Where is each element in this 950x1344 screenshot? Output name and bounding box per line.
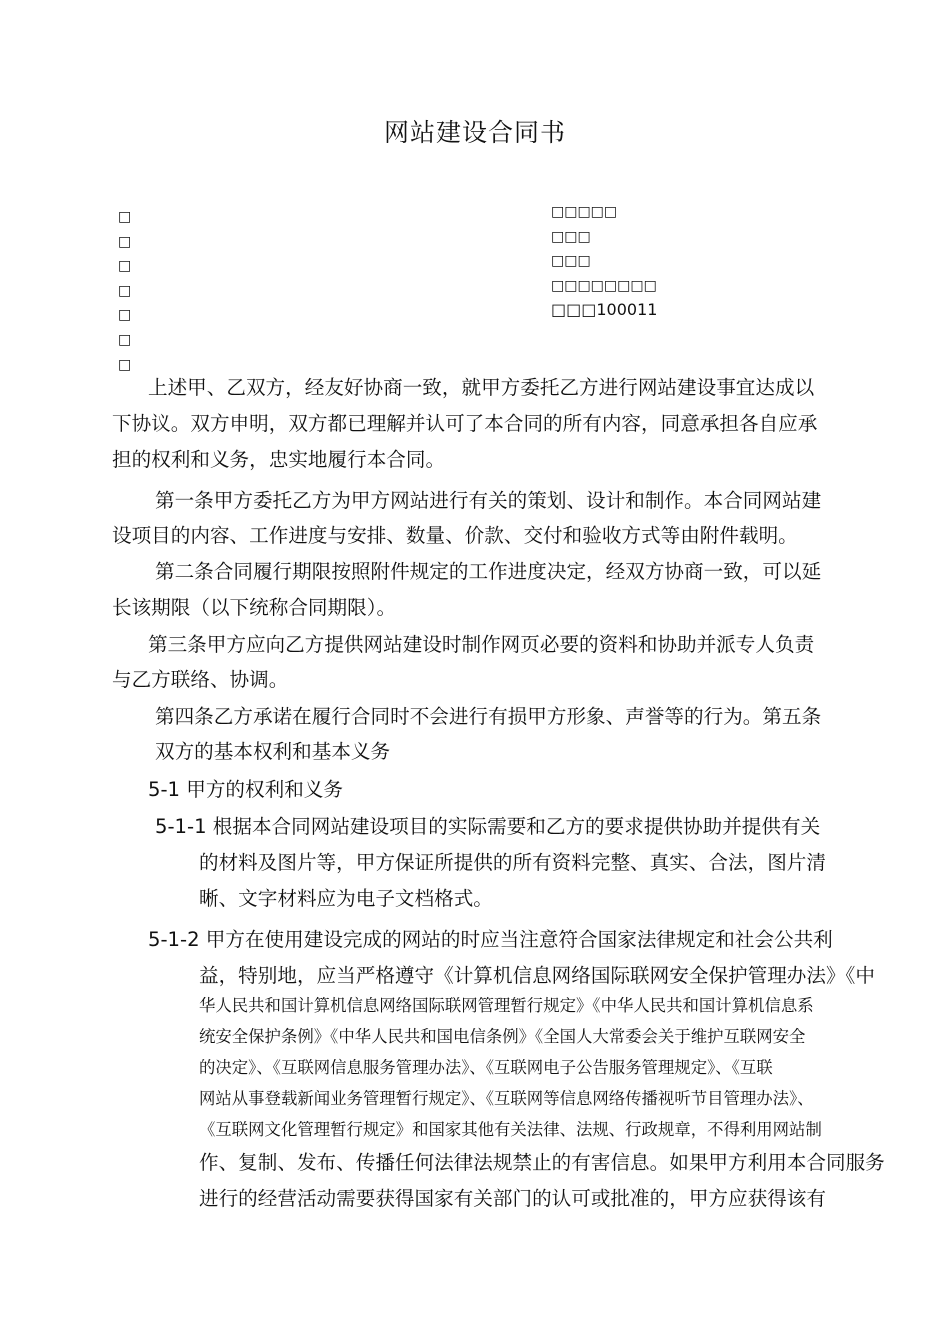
preamble-line: 下协议。双方申明，双方都已理解并认可了本合同的所有内容，同意承担各自应承: [112, 412, 818, 435]
clause-5-1-2-line: 网站从事登载新闻业务管理暂行规定》、《互联网等信息网络传播视听节目管理办法》、: [199, 1089, 814, 1108]
clause-5-1-2-line: 《互联网文化管理暂行规定》和国家其他有关法律、法规、行政规章，不得利用网站制: [199, 1120, 822, 1139]
party-b-line: □□□□□: [551, 204, 618, 220]
party-b-line: □□□: [551, 228, 591, 245]
clause-5-1-2-line: 进行的经营活动需要获得国家有关部门的认可或批准的，甲方应获得该有: [199, 1187, 826, 1210]
section-5-1-heading: 5-1 甲方的权利和义务: [148, 778, 343, 801]
clause-5-1-2-line: 5-1-2 甲方在使用建设完成的网站的时应当注意符合国家法律规定和社会公共利: [148, 928, 833, 951]
party-b-line: □□□: [551, 253, 591, 269]
article-2-line: 长该期限（以下统称合同期限）。: [112, 596, 397, 619]
party-a-block: [118, 205, 131, 377]
clause-5-1-1-line: 5-1-1 根据本合同网站建设项目的实际需要和乙方的要求提供协助并提供有关: [155, 815, 821, 838]
article-2-line: 第二条合同履行期限按照附件规定的工作进度决定，经双方协商一致，可以延: [155, 560, 822, 583]
clause-5-1-2-line: 华人民共和国计算机信息网络国际联网管理暂行规定》《中华人民共和国计算机信息系: [199, 996, 814, 1015]
article-3-line: 与乙方联络、协调。: [112, 668, 289, 691]
placeholder-box: □: [118, 307, 132, 324]
placeholder-box: □: [118, 209, 132, 225]
placeholder-box: □: [118, 258, 132, 275]
clause-5-1-2-line: 统安全保护条例》《中华人民共和国电信条例》《全国人大常委会关于维护互联网安全: [199, 1027, 806, 1046]
placeholder-box: □: [118, 282, 132, 299]
placeholder-box: □: [118, 356, 132, 373]
clause-5-1-2-line: 的决定》、《互联网信息服务管理办法》、《互联网电子公告服务管理规定》、《互联: [199, 1058, 773, 1077]
article-5-heading: 双方的基本权利和基本义务: [155, 740, 391, 763]
article-1-line: 第一条甲方委托乙方为甲方网站进行有关的策划、设计和制作。本合同网站建: [155, 489, 822, 512]
party-b-block: [551, 200, 657, 323]
clause-5-1-1-line: 晰、文字材料应为电子文档格式。: [199, 887, 493, 910]
preamble-line: 担的权利和义务，忠实地履行本合同。: [112, 448, 446, 471]
article-4-line: 第四条乙方承诺在履行合同时不会进行有损甲方形象、声誉等的行为。第五条: [155, 705, 822, 728]
placeholder-box: □: [118, 331, 132, 348]
clause-5-1-2-line: 作、复制、发布、传播任何法律法规禁止的有害信息。如果甲方利用本合同服务: [199, 1151, 885, 1174]
placeholder-box: □: [118, 233, 132, 250]
party-b-postcode: □□□100011: [551, 300, 658, 319]
party-b-line: □□□□□□□□: [551, 277, 657, 294]
clause-5-1-2-line: 益，特别地，应当严格遵守《计算机信息网络国际联网安全保护管理办法》《中: [199, 964, 875, 987]
clause-5-1-1-line: 的材料及图片等，甲方保证所提供的所有资料完整、真实、合法，图片清: [199, 851, 826, 874]
preamble-line: 上述甲、乙双方，经友好协商一致，就甲方委托乙方进行网站建设事宜达成以: [148, 376, 815, 399]
article-3-line: 第三条甲方应向乙方提供网站建设时制作网页必要的资料和协助并派专人负责: [148, 633, 815, 656]
article-1-line: 设项目的内容、工作进度与安排、数量、价款、交付和验收方式等由附件载明。: [112, 524, 798, 547]
document-title: 网站建设合同书: [383, 118, 566, 147]
